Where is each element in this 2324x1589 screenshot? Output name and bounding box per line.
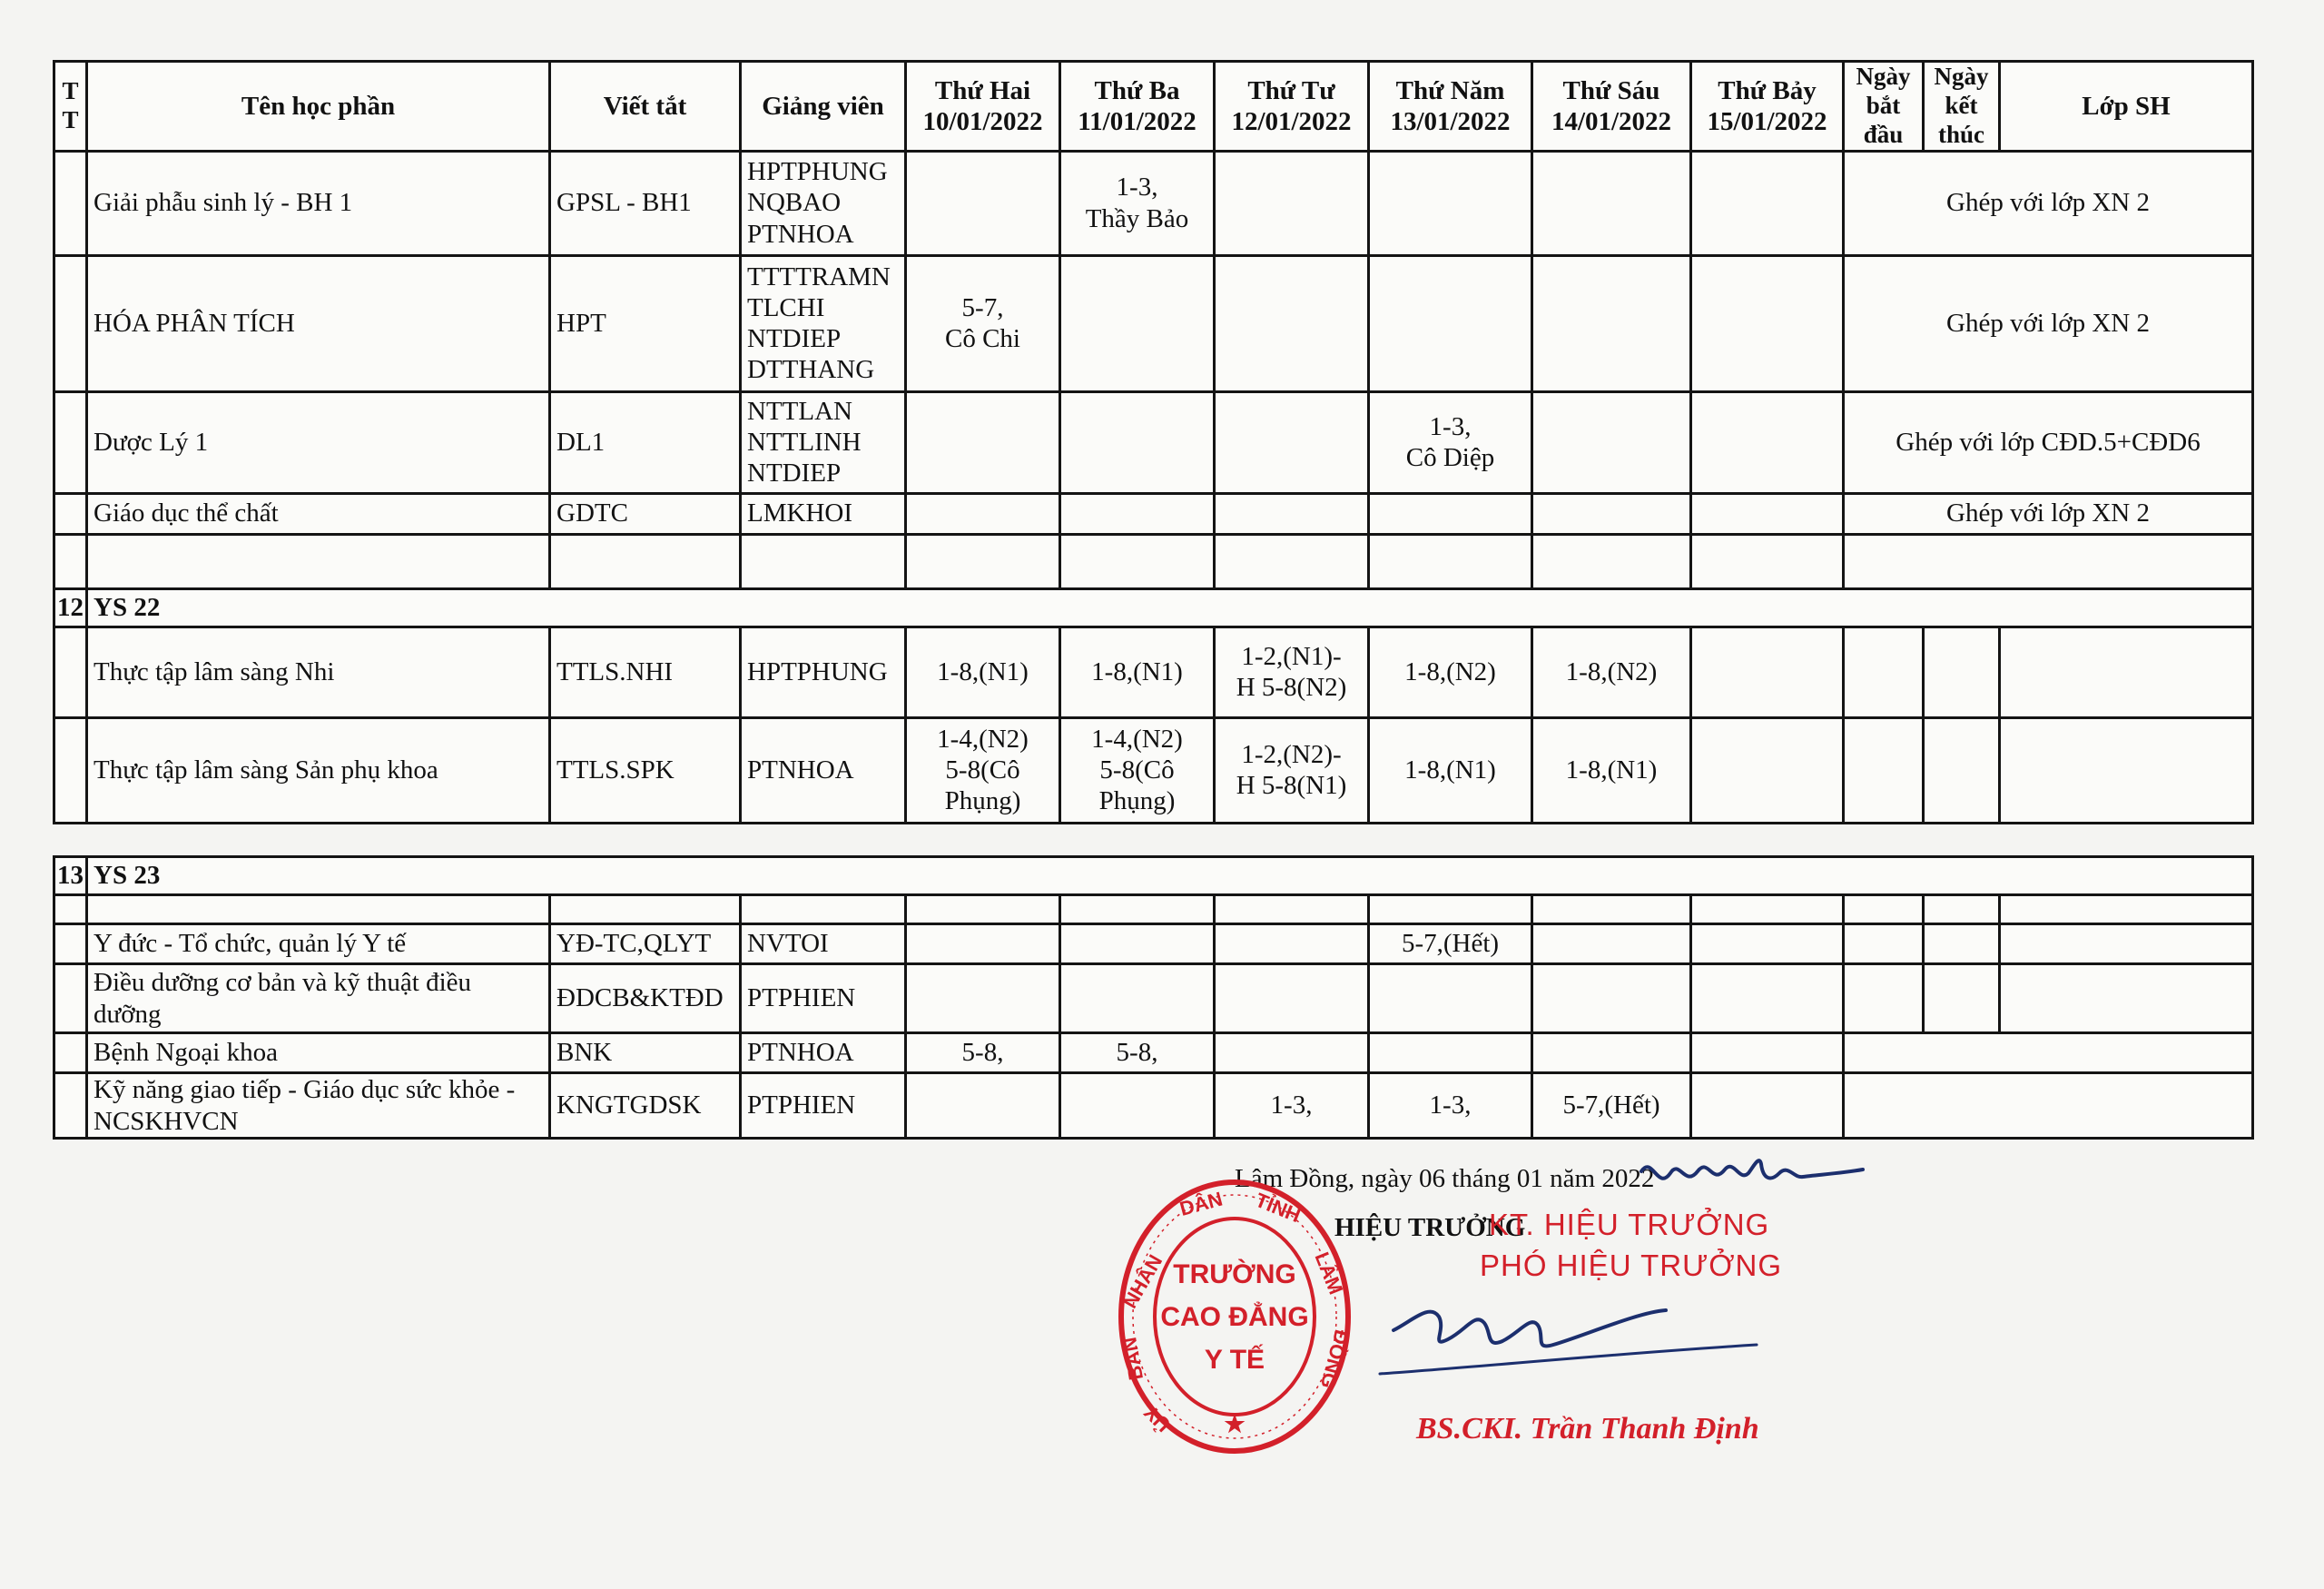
schedule-table-bottom bbox=[53, 855, 2254, 1140]
table-row-empty bbox=[54, 534, 2253, 588]
day-cell bbox=[1215, 924, 1369, 964]
start-date-cell bbox=[1844, 717, 1924, 823]
day-cell: 5-7, Cô Chi bbox=[906, 255, 1060, 391]
course-name: Giáo dục thể chất bbox=[87, 493, 550, 534]
svg-text:TỈNH: TỈNH bbox=[1252, 1188, 1305, 1228]
tt-cell bbox=[54, 391, 87, 493]
kt-principal-title: KT. HIỆU TRƯỞNG bbox=[1489, 1208, 1770, 1241]
header-day-mon bbox=[906, 62, 1060, 152]
day-cell bbox=[1532, 151, 1691, 255]
group-number: 12 bbox=[54, 588, 87, 627]
table-row bbox=[54, 964, 2253, 1033]
day-cell: 1-3, bbox=[1215, 1073, 1369, 1139]
day-cell bbox=[906, 1073, 1060, 1139]
course-name: Y đức - Tổ chức, quản lý Y tế bbox=[87, 924, 550, 964]
header-day-fri bbox=[1532, 62, 1691, 152]
class-note: Ghép với lớp CĐD.5+CĐD6 bbox=[1844, 391, 2253, 493]
day-cell bbox=[1691, 924, 1844, 964]
header-start-date: Ngày bắt đầu bbox=[1844, 62, 1924, 152]
lecturer-name: HPTPHUNG bbox=[747, 157, 888, 187]
course-name: Điều dưỡng cơ bản và kỹ thuật điều dưỡng bbox=[87, 964, 550, 1033]
class-cell bbox=[1844, 1073, 2253, 1139]
lecturer-name: DTTHANG bbox=[747, 355, 875, 385]
course-abbr: DL1 bbox=[550, 391, 741, 493]
course-name: HÓA PHÂN TÍCH bbox=[87, 255, 550, 391]
class-cell bbox=[2000, 717, 2253, 823]
day-cell bbox=[1060, 493, 1215, 534]
lecturer-name: NTDIEP bbox=[747, 324, 842, 354]
course-abbr: GPSL - BH1 bbox=[550, 151, 741, 255]
lecturer-name: NVTOI bbox=[741, 924, 906, 964]
day-name: Thứ Sáu bbox=[1562, 75, 1660, 105]
day-date: 10/01/2022 bbox=[922, 106, 1043, 136]
group-name: YS 23 bbox=[87, 857, 2253, 895]
lecturer-list bbox=[741, 151, 906, 255]
handwritten-initials bbox=[1634, 1146, 1870, 1209]
day-cell bbox=[1215, 493, 1369, 534]
tt-cell bbox=[54, 964, 87, 1033]
day-cell bbox=[1215, 255, 1369, 391]
day-cell bbox=[1369, 964, 1532, 1033]
day-cell: 1-3, bbox=[1369, 1073, 1532, 1139]
day-cell bbox=[1369, 151, 1532, 255]
day-cell bbox=[1369, 493, 1532, 534]
day-date: 11/01/2022 bbox=[1078, 106, 1196, 136]
day-cell: 1-8,(N1) bbox=[1369, 717, 1532, 823]
course-abbr: KNGTGDSK bbox=[550, 1073, 741, 1139]
header-tt: T T bbox=[54, 62, 87, 152]
course-abbr: GDTC bbox=[550, 493, 741, 534]
day-date: 13/01/2022 bbox=[1390, 106, 1511, 136]
header-day-thu bbox=[1369, 62, 1532, 152]
day-name: Thứ Năm bbox=[1395, 75, 1505, 105]
lecturer-name: PTNHOA bbox=[741, 1033, 906, 1073]
group-name: YS 22 bbox=[87, 588, 2253, 627]
class-cell bbox=[2000, 924, 2253, 964]
lecturer-name: NTTLINH bbox=[747, 427, 862, 457]
lecturer-name: TLCHI bbox=[747, 292, 825, 322]
svg-text:CAO ĐẲNG: CAO ĐẲNG bbox=[1160, 1302, 1309, 1332]
tt-cell bbox=[54, 1033, 87, 1073]
day-cell bbox=[1691, 255, 1844, 391]
course-name: Dược Lý 1 bbox=[87, 391, 550, 493]
day-cell bbox=[1691, 964, 1844, 1033]
day-cell: 1-8,(N1) bbox=[1532, 717, 1691, 823]
header-course: Tên học phần bbox=[87, 62, 550, 152]
day-cell: 1-8,(N1) bbox=[906, 627, 1060, 717]
tt-cell bbox=[54, 924, 87, 964]
place-date: Lâm Đồng, ngày 06 tháng 01 năm 2022 bbox=[1235, 1164, 1655, 1193]
tt-cell bbox=[54, 493, 87, 534]
day-cell: 1-2,(N1)- H 5-8(N2) bbox=[1215, 627, 1369, 717]
course-name: Thực tập lâm sàng Sản phụ khoa bbox=[87, 717, 550, 823]
day-cell bbox=[1060, 1073, 1215, 1139]
tt-cell bbox=[54, 627, 87, 717]
day-name: Thứ Bảy bbox=[1718, 75, 1817, 105]
day-cell bbox=[1691, 627, 1844, 717]
day-cell: 1-2,(N2)- H 5-8(N1) bbox=[1215, 717, 1369, 823]
start-date-cell bbox=[1844, 964, 1924, 1033]
group-row-ys22 bbox=[54, 588, 2253, 627]
day-cell bbox=[1532, 964, 1691, 1033]
lecturer-name: TTTTRAMN bbox=[747, 262, 891, 291]
day-cell bbox=[906, 391, 1060, 493]
class-note: Ghép với lớp XN 2 bbox=[1844, 255, 2253, 391]
day-cell: 1-8,(N2) bbox=[1369, 627, 1532, 717]
svg-text:BAN: BAN bbox=[1118, 1335, 1148, 1382]
lecturer-name: NQBAO bbox=[747, 188, 842, 218]
day-cell bbox=[906, 964, 1060, 1033]
lecturer-name: PTPHIEN bbox=[741, 964, 906, 1033]
day-cell: 1-3, Cô Diệp bbox=[1369, 391, 1532, 493]
svg-text:ĐỒNG: ĐỒNG bbox=[1315, 1327, 1354, 1392]
end-date-cell bbox=[1924, 964, 2000, 1033]
svg-text:ỦY: ỦY bbox=[1139, 1400, 1176, 1436]
svg-text:LÂM: LÂM bbox=[1310, 1248, 1348, 1298]
day-cell bbox=[906, 151, 1060, 255]
course-abbr: ĐDCB&KTĐD bbox=[550, 964, 741, 1033]
table-row bbox=[54, 717, 2253, 823]
lecturer-name: PTNHOA bbox=[747, 219, 854, 249]
header-end-date: Ngày kết thúc bbox=[1924, 62, 2000, 152]
day-cell bbox=[1369, 255, 1532, 391]
svg-text:★: ★ bbox=[1224, 1410, 1246, 1437]
course-name: Kỹ năng giao tiếp - Giáo dục sức khỏe - NCSKHVCN bbox=[87, 1073, 550, 1139]
tt-cell bbox=[54, 255, 87, 391]
official-seal-icon bbox=[1112, 1176, 1357, 1457]
header-day-sat bbox=[1691, 62, 1844, 152]
end-date-cell bbox=[1924, 717, 2000, 823]
day-cell bbox=[1215, 391, 1369, 493]
day-date: 14/01/2022 bbox=[1551, 106, 1672, 136]
lecturer-name: PTPHIEN bbox=[741, 1073, 906, 1139]
course-name: Bệnh Ngoại khoa bbox=[87, 1033, 550, 1073]
lecturer-list bbox=[741, 255, 906, 391]
day-cell bbox=[1060, 391, 1215, 493]
day-cell bbox=[1691, 493, 1844, 534]
table-row bbox=[54, 627, 2253, 717]
end-date-cell bbox=[1924, 924, 2000, 964]
svg-text:Y TẾ: Y TẾ bbox=[1204, 1345, 1265, 1375]
day-name: Thứ Tư bbox=[1247, 75, 1335, 105]
course-name: Giải phẫu sinh lý - BH 1 bbox=[87, 151, 550, 255]
day-cell bbox=[1691, 151, 1844, 255]
table-row bbox=[54, 151, 2253, 255]
course-abbr: TTLS.NHI bbox=[550, 627, 741, 717]
day-cell bbox=[1691, 1073, 1844, 1139]
header-lecturer: Giảng viên bbox=[741, 62, 906, 152]
day-cell: 5-7,(Hết) bbox=[1369, 924, 1532, 964]
course-abbr: BNK bbox=[550, 1033, 741, 1073]
day-cell bbox=[1215, 1033, 1369, 1073]
day-cell: 1-8,(N2) bbox=[1532, 627, 1691, 717]
day-cell bbox=[1532, 924, 1691, 964]
day-cell bbox=[1532, 493, 1691, 534]
table-row bbox=[54, 255, 2253, 391]
svg-text:NHÂN: NHÂN bbox=[1118, 1250, 1167, 1313]
group-row-ys23 bbox=[54, 857, 2253, 895]
lecturer-name: NTDIEP bbox=[747, 459, 842, 489]
day-cell bbox=[1532, 391, 1691, 493]
end-date-cell bbox=[1924, 627, 2000, 717]
day-cell: 1-4,(N2) 5-8(Cô Phụng) bbox=[906, 717, 1060, 823]
lecturer-list bbox=[741, 391, 906, 493]
svg-text:DÂN: DÂN bbox=[1177, 1187, 1226, 1220]
start-date-cell bbox=[1844, 924, 1924, 964]
day-cell: 1-4,(N2) 5-8(Cô Phụng) bbox=[1060, 717, 1215, 823]
day-cell: 5-7,(Hết) bbox=[1532, 1073, 1691, 1139]
tt-cell bbox=[54, 151, 87, 255]
class-cell bbox=[2000, 964, 2253, 1033]
signer-name: BS.CKI. Trần Thanh Định bbox=[1416, 1412, 1759, 1446]
day-cell: 1-3, Thầy Bảo bbox=[1060, 151, 1215, 255]
day-cell bbox=[1691, 717, 1844, 823]
vice-principal-title: PHÓ HIỆU TRƯỞNG bbox=[1480, 1248, 1783, 1282]
table-row bbox=[54, 391, 2253, 493]
class-note: Ghép với lớp XN 2 bbox=[1844, 493, 2253, 534]
lecturer-name: HPTPHUNG bbox=[741, 627, 906, 717]
class-cell bbox=[1844, 1033, 2253, 1073]
start-date-cell bbox=[1844, 627, 1924, 717]
day-cell bbox=[1060, 964, 1215, 1033]
lecturer-name: PTNHOA bbox=[741, 717, 906, 823]
class-cell bbox=[2000, 627, 2253, 717]
day-name: Thứ Ba bbox=[1094, 75, 1180, 105]
handwritten-signature bbox=[1375, 1267, 1766, 1394]
class-note: Ghép với lớp XN 2 bbox=[1844, 151, 2253, 255]
svg-text:TRƯỜNG: TRƯỜNG bbox=[1173, 1259, 1296, 1289]
principal-title: HIỆU TRƯỞNG bbox=[1334, 1213, 1526, 1242]
day-cell bbox=[1060, 255, 1215, 391]
course-abbr: HPT bbox=[550, 255, 741, 391]
course-abbr: TTLS.SPK bbox=[550, 717, 741, 823]
day-cell bbox=[1532, 255, 1691, 391]
table-row bbox=[54, 1073, 2253, 1139]
day-cell: 5-8, bbox=[906, 1033, 1060, 1073]
table-row bbox=[54, 1033, 2253, 1073]
group-number: 13 bbox=[54, 857, 87, 895]
lecturer-name: LMKHOI bbox=[741, 493, 906, 534]
lecturer-name: NTTLAN bbox=[747, 396, 852, 426]
table-row bbox=[54, 493, 2253, 534]
day-name: Thứ Hai bbox=[934, 75, 1031, 105]
day-cell bbox=[1691, 391, 1844, 493]
header-day-wed bbox=[1215, 62, 1369, 152]
table-row bbox=[54, 924, 2253, 964]
day-cell: 5-8, bbox=[1060, 1033, 1215, 1073]
header-row bbox=[54, 62, 2253, 152]
day-cell bbox=[1060, 924, 1215, 964]
day-cell bbox=[906, 924, 1060, 964]
tt-cell bbox=[54, 1073, 87, 1139]
course-abbr: YĐ-TC,QLYT bbox=[550, 924, 741, 964]
table-row-empty bbox=[54, 895, 2253, 924]
schedule-table-top bbox=[53, 60, 2254, 824]
day-cell bbox=[906, 493, 1060, 534]
header-day-tue bbox=[1060, 62, 1215, 152]
day-cell bbox=[1532, 1033, 1691, 1073]
day-cell bbox=[1215, 151, 1369, 255]
header-abbr: Viết tắt bbox=[550, 62, 741, 152]
day-cell bbox=[1691, 1033, 1844, 1073]
course-name: Thực tập lâm sàng Nhi bbox=[87, 627, 550, 717]
tt-cell bbox=[54, 717, 87, 823]
day-cell bbox=[1215, 964, 1369, 1033]
day-cell bbox=[1369, 1033, 1532, 1073]
day-date: 15/01/2022 bbox=[1707, 106, 1827, 136]
day-date: 12/01/2022 bbox=[1231, 106, 1352, 136]
header-class-sh: Lớp SH bbox=[2000, 62, 2253, 152]
day-cell: 1-8,(N1) bbox=[1060, 627, 1215, 717]
